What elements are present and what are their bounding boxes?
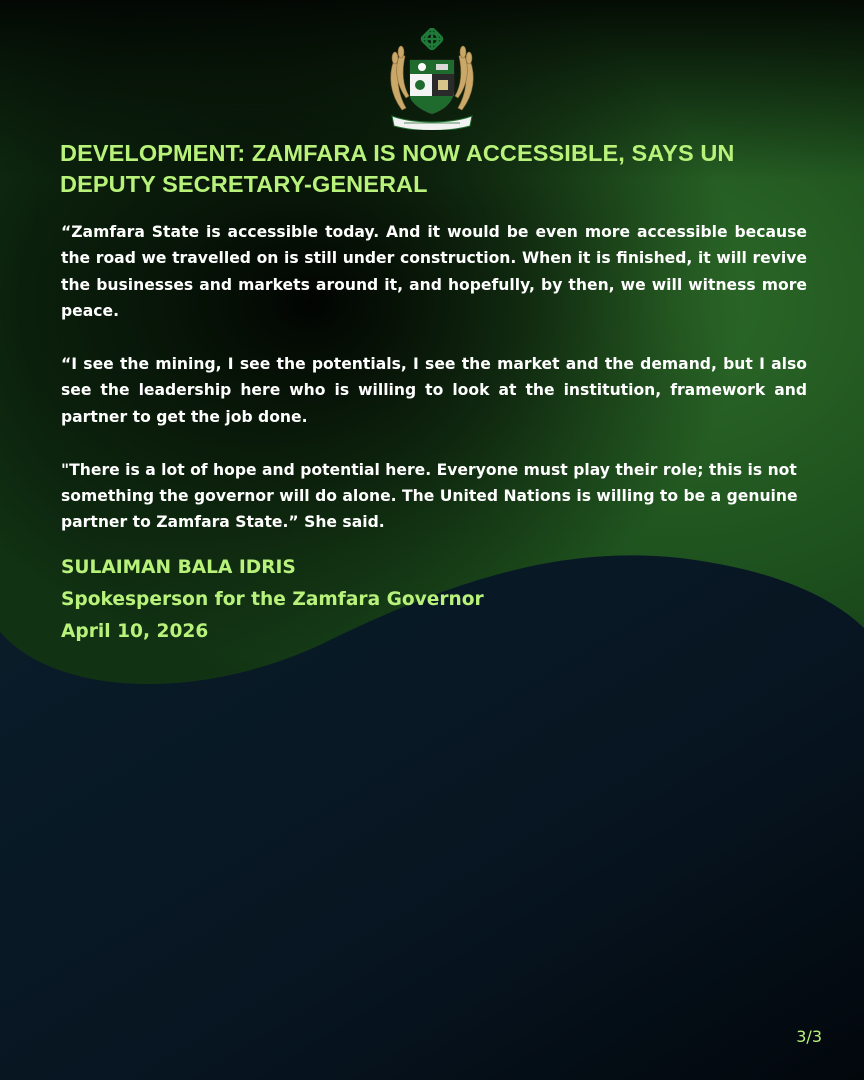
page-indicator: 3/3 bbox=[796, 1027, 822, 1046]
signatory-name: SULAIMAN BALA IDRIS bbox=[61, 557, 296, 578]
zamfara-state-coat-of-arms-icon bbox=[384, 28, 480, 130]
body-paragraph: “I see the mining, I see the potentials, I see the market and the demand, but I also see the leadership here who is willing to look at the institution, framework and partner to get the job done. bbox=[61, 355, 807, 426]
release-date: April 10, 2026 bbox=[61, 621, 209, 642]
body-paragraph: "There is a lot of hope and potential here. Everyone must play their role; this is not something the governor will do alone. The United Nations is willing to be a genuine partner to Zamfara State.” She said. bbox=[61, 460, 798, 532]
article-body bbox=[61, 219, 807, 536]
headline: DEVELOPMENT: ZAMFARA IS NOW ACCESSIBLE, SAYS UN DEPUTY SECRETARY-GENERAL bbox=[60, 140, 735, 197]
signatory-title: Spokesperson for the Zamfara Governor bbox=[61, 589, 484, 610]
body-paragraph: “Zamfara State is accessible today. And it would be even more accessible because the road we travelled on is still under construction. When it is finished, it will revive the businesses and markets around it, and hopefully, by then, we will witness more peace. bbox=[61, 223, 807, 321]
signature-block bbox=[61, 552, 661, 648]
